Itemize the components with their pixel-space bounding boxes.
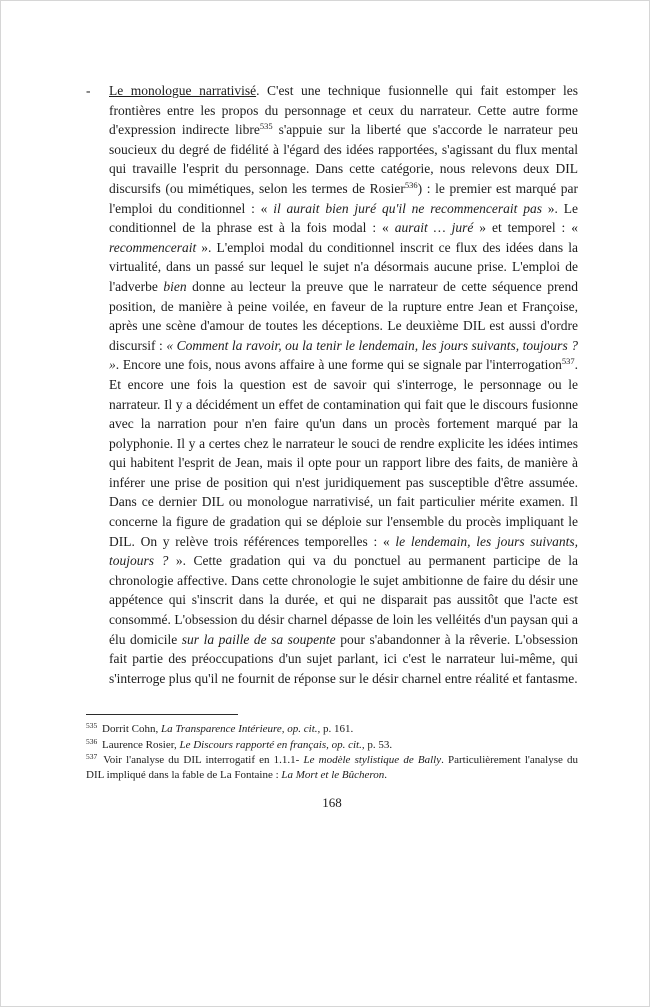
footnote-number: 537 [86, 751, 98, 761]
footnote-number: 535 [86, 721, 98, 731]
footnote-535 [86, 722, 578, 737]
footnote-separator [86, 714, 238, 715]
body-paragraph-block [86, 81, 578, 688]
footnote-number: 536 [86, 736, 98, 746]
list-dash: - [86, 83, 91, 98]
footnote-536 [86, 738, 578, 753]
footnotes-section [86, 722, 578, 783]
footnote-537 [86, 753, 578, 783]
body-paragraph: Le monologue narrativisé. C'est une technique fusionnelle qui fait estomper les frontières entre les propos du personnage et ceux du narrateur. Cette autre forme d'expression indirecte libre$^{535}$ s'appuie sur la liberté que s'accorde le narrateur peu soucieux du degré de fidélité à l'égard des idées rapportées, s'agissant du flux mental qui travaille l'esprit du personnage. Dans cette catégorie, nous relevons deux DIL discursifs (ou mimétiques, selon les termes de Rosier$^{536}$) : le premier est marqué par l'emploi du conditionnel : « il aurait bien juré qu'il ne recommencerait pas ». Le conditionnel de la phrase est à la fois modal : « aurait … juré » et temporel : « recommencerait ». L'emploi modal du conditionnel inscrit ce flux des idées dans la virtualité, dans un passé sur lequel le sujet n'a désormais aucune prise. L'emploi de l'adverbe bien donne au lecteur la preuve que le narrateur de cette séquence prend position, de manière à peine voilée, en faveur de la rupture entre Jean et Françoise, après une scène d'amour de toutes les déceptions. Le deuxième DIL est aussi d'ordre discursif : « Comment la ravoir, ou la tenir le lendemain, les jours suivants, toujours ? ». Encore une fois, nous avons affaire à une forme qui se signale par l'interrogation$^{537}$. Et encore une fois la question est de savoir qui s'interroge, le personnage ou le narrateur. Il y a décidément un effet de contamination qui fait que le discours fusionne avec la narration pour n'en faire qu'un dans un procès fortement marqué par la polyphonie. Il y a certes chez le narrateur le souci de rendre explicite les idées intimes qui habitent l'esprit de Jean, mais il opte pour un rapport libre des faits, de manière à inférer une prise de position qui n'est juridiquement pas susceptible d'être assumée. Dans ce dernier DIL ou monologue narrativisé, un fait particulier mérite examen. Il concerne la figure de gradation qui se déploie sur l'ensemble du procès impliquant le DIL. On y relève trois références temporelles : « le lendemain, les jours suivants, toujours ? ». Cette gradation qui va du ponctuel au permanent participe de la chronologie affective. Dans cette chronologie le sujet ambitionne de faire du désir une appétence qui s'inscrit dans la durée, et qui ne disparait pas aussitôt que l'acte est consommé. L'obsession du désir charnel dépasse de loin les velléités d'un paysan qui a élu domicile sur la paille de sa soupente pour s'abandonner à la rêverie. L'obsession fait partie des préoccupations d'un sujet parlant, ici c'est le narrateur lui-même, qui s'interroge plus qu'il ne fournit de réponse sur le désir charnel entre réalité et fantasme. [109, 83, 579, 686]
footnote-text: Laurence Rosier, Le Discours rapporté en français, op. cit., p. 53. [99, 738, 393, 751]
footnote-text: Dorrit Cohn, La Transparence Intérieure, op. cit., p. 161. [99, 723, 354, 736]
page-content [86, 81, 578, 811]
page-number: 168 [322, 795, 342, 811]
footnote-text: Voir l'analyse du DIL interrogatif en 1.1.1- Le modèle stylistique de Bally. Particulièrement l'analyse du DIL impliqué dans la fable de La Fontaine : La Mort et le Bûcheron. [86, 753, 579, 782]
